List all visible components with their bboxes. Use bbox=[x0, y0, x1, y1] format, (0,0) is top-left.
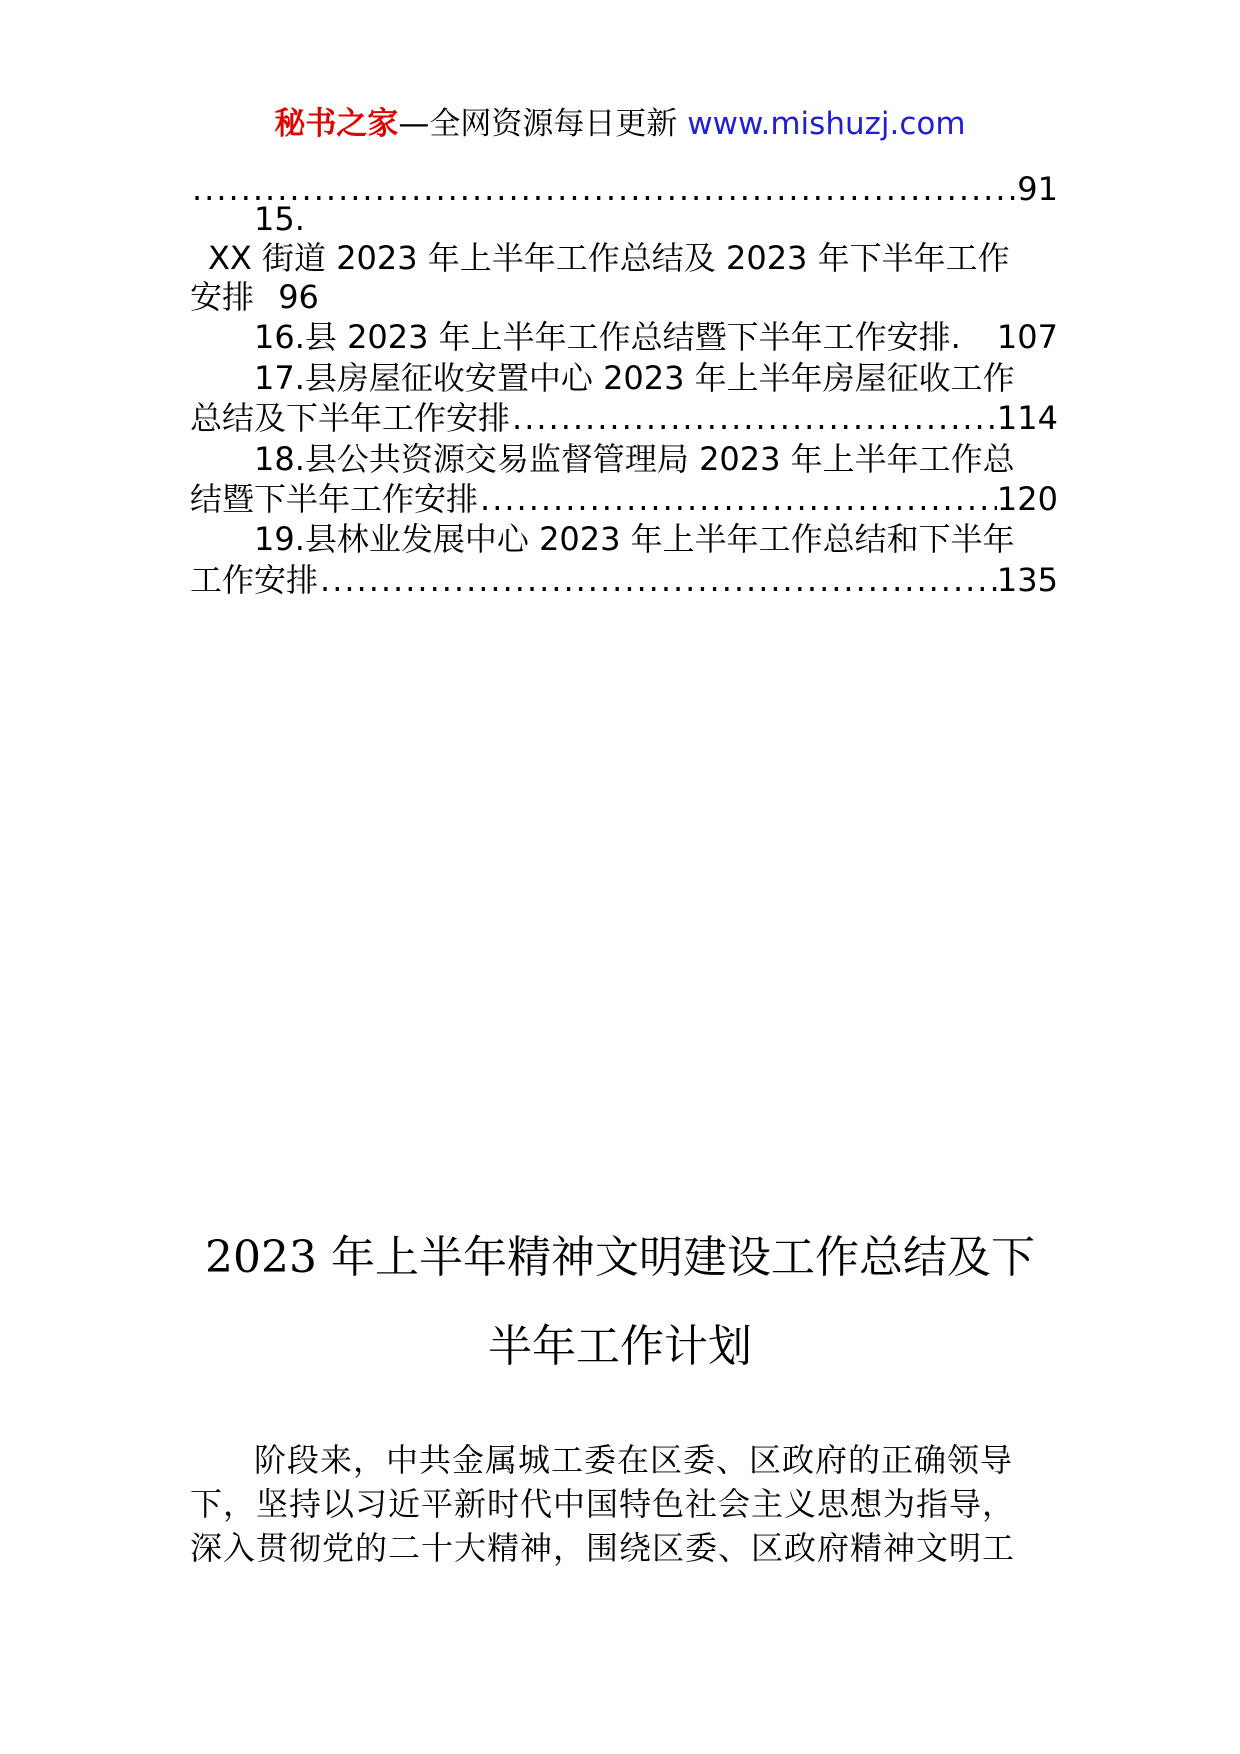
document-title-line-2: 半年工作计划 bbox=[488, 1321, 752, 1372]
toc-leader-dots bbox=[318, 558, 997, 602]
toc-leader-dots bbox=[510, 396, 997, 440]
toc-entry-18-title-cont[interactable] bbox=[190, 477, 1058, 521]
toc-entry-label: 结暨下半年工作安排 bbox=[190, 480, 479, 518]
toc-page-number: 107 bbox=[996, 318, 1058, 356]
toc-leader-dots bbox=[190, 167, 1017, 211]
toc-entry-18-title[interactable]: 18.县公共资源交易监督管理局 2023 年上半年工作总 bbox=[254, 440, 1015, 478]
toc-entry-label: 安排 bbox=[190, 278, 255, 316]
toc-entry-label: 总结及下半年工作安排 bbox=[190, 399, 511, 437]
toc-leader-dots bbox=[478, 477, 997, 521]
toc-entry-14-continuation[interactable] bbox=[190, 167, 1058, 211]
header-tagline: —全网资源每日更新 bbox=[398, 106, 678, 142]
toc-page-number: 114 bbox=[996, 399, 1058, 437]
toc-entry-17-title[interactable]: 17.县房屋征收安置中心 2023 年上半年房屋征收工作 bbox=[254, 359, 1015, 397]
toc-entry-label: 工作安排 bbox=[190, 561, 319, 599]
brand-name: 秘书之家 bbox=[274, 106, 399, 142]
toc-page-number: 135 bbox=[996, 561, 1058, 599]
toc-page-number: 120 bbox=[996, 480, 1058, 518]
toc-page-number: 91 bbox=[1017, 170, 1058, 208]
toc-entry-15-title[interactable]: XX 街道 2023 年上半年工作总结及 2023 年下半年工作 bbox=[208, 239, 1010, 277]
toc-entry-15-number[interactable]: 15. bbox=[254, 200, 305, 238]
body-paragraph-line: 阶段来，中共金属城工委在区委、区政府的正确领导 bbox=[254, 1441, 1014, 1479]
body-paragraph-line: 下，坚持以习近平新时代中国特色社会主义思想为指导， bbox=[190, 1485, 1016, 1523]
document-title-line-1: 2023 年上半年精神文明建设工作总结及下 bbox=[205, 1232, 1035, 1283]
body-paragraph-line: 深入贯彻党的二十大精神，围绕区委、区政府精神文明工 bbox=[190, 1529, 1016, 1567]
toc-entry-19-title-cont[interactable] bbox=[190, 558, 1058, 602]
toc-entry-16[interactable] bbox=[190, 315, 1058, 359]
site-url-link[interactable]: www.mishuzj.com bbox=[687, 106, 966, 142]
toc-entry-label: 16.县 2023 年上半年工作总结暨下半年工作安排. bbox=[254, 318, 961, 356]
toc-entry-19-title[interactable]: 19.县林业发展中心 2023 年上半年工作总结和下半年 bbox=[254, 520, 1015, 558]
toc-page-number: 96 bbox=[278, 278, 319, 316]
toc-entry-15-title-cont[interactable] bbox=[190, 275, 1058, 319]
site-header bbox=[0, 104, 1240, 144]
toc-entry-17-title-cont[interactable] bbox=[190, 396, 1058, 440]
